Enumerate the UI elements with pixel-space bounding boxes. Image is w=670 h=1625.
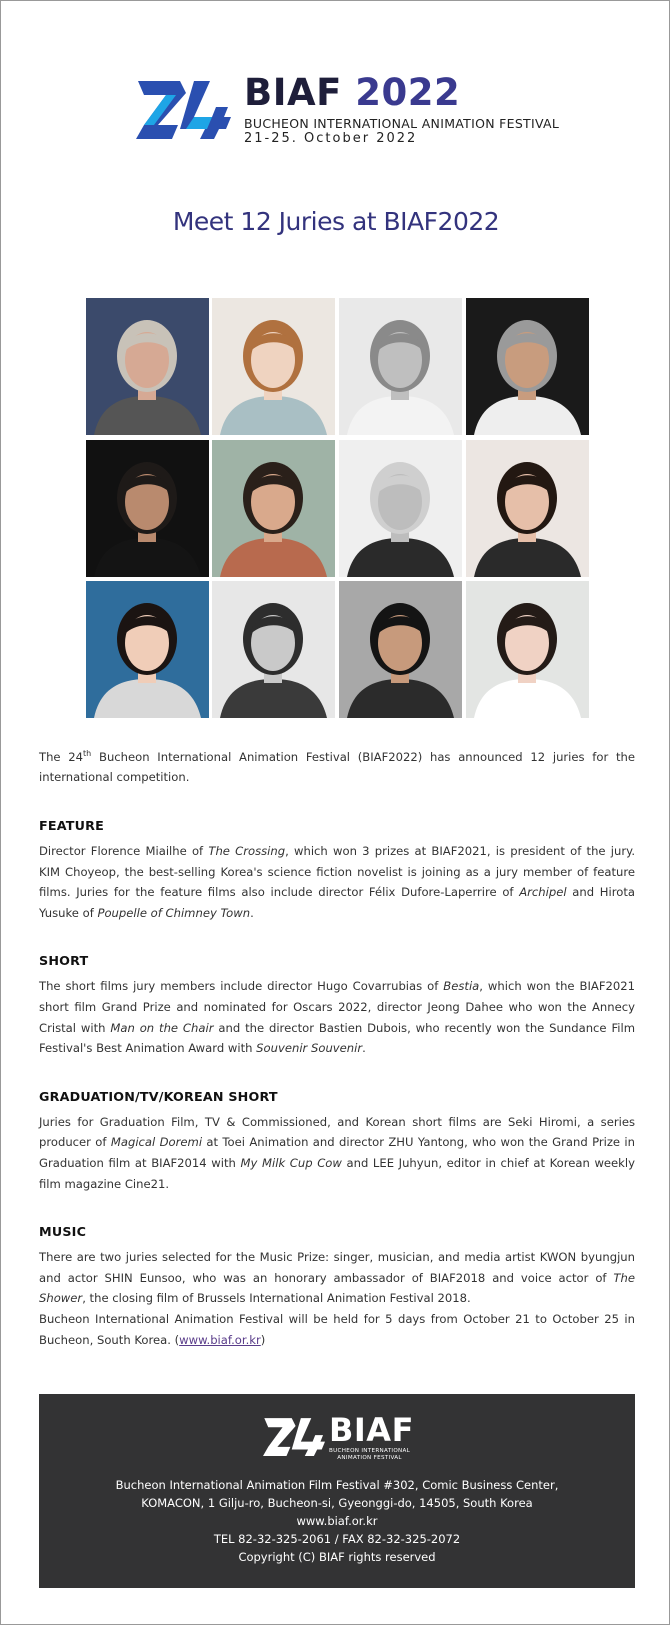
footer-brand-sub-line1: BUCHEON INTERNATIONAL	[329, 1448, 411, 1454]
festival-dates: 21-25. October 2022	[244, 131, 418, 146]
graduation-paragraph	[39, 1112, 635, 1194]
jury-portrait-photo	[86, 581, 209, 718]
film-title: Poupelle of Chimney Town	[97, 905, 251, 920]
footer-address-line2: KOMACON, 1 Gilju-ro, Bucheon-si, Gyeonggi-do, 14505, South Korea	[141, 1496, 533, 1510]
footer-brand-sub-line2: ANIMATION FESTIVAL	[337, 1455, 402, 1461]
jury-portrait-photo	[86, 440, 209, 577]
jury-portrait-photo	[466, 298, 589, 435]
footer-phone-fax: TEL 82-32-325-2061 / FAX 82-32-325-2072	[213, 1532, 461, 1546]
film-title: Souvenir Souvenir	[256, 1041, 363, 1056]
jury-portrait-photo	[339, 581, 462, 718]
festival-name: BUCHEON INTERNATIONAL ANIMATION FESTIVAL	[244, 116, 560, 131]
brand-title	[244, 71, 460, 115]
section-heading-music: MUSIC	[39, 1224, 87, 1240]
article-body	[39, 744, 635, 1350]
music-paragraph	[39, 1247, 635, 1309]
graduation-text: at Toei Animation and director ZHU Yantong, who won the Grand Prize in Graduation film at BIAF2014 with	[39, 1135, 635, 1170]
footer	[39, 1394, 635, 1588]
feature-paragraph	[39, 841, 635, 923]
feature-text: Director Florence Miailhe of	[39, 844, 209, 859]
film-title: The Shower	[39, 1270, 635, 1306]
feature-text: and Hirota Yusuke of	[39, 885, 635, 920]
intro-text-rest: Bucheon International Animation Festival (BIAF2022) has announced 12 juries for the international competition.	[39, 749, 635, 785]
film-title: Man on the Chair	[110, 1020, 214, 1035]
jury-photo-grid	[86, 298, 588, 718]
closing-text-end: )	[260, 1332, 266, 1347]
footer-logo[interactable]	[263, 1411, 414, 1464]
website-link[interactable]: www.biaf.or.kr	[179, 1332, 261, 1347]
music-text: There are two juries selected for the Music Prize: singer, musician, and media artist KWON byungjun and actor SHIN Eunsoo, who was an honorary ambassador of BIAF2018 and voice actor of	[39, 1250, 635, 1285]
short-text: The short films jury members include director Hugo Covarrubias of	[39, 979, 444, 994]
jury-portrait-photo	[466, 581, 589, 718]
short-paragraph	[39, 976, 635, 1058]
jury-portrait-photo	[339, 440, 462, 577]
footer-copyright: Copyright (C) BIAF rights reserved	[238, 1550, 436, 1564]
footer-website[interactable]: www.biaf.or.kr	[296, 1514, 378, 1528]
feature-text: .	[250, 905, 254, 920]
footer-address-line1: Bucheon International Animation Film Festival #302, Comic Business Center,	[115, 1478, 559, 1492]
biaf-24-logo-mark-white	[263, 1416, 325, 1462]
graduation-text: and LEE Juhyun, editor in chief at Korean weekly film magazine Cine21.	[39, 1155, 635, 1191]
biaf-logo[interactable]	[136, 71, 560, 148]
jury-portrait-photo	[86, 298, 209, 435]
jury-portrait-photo	[466, 440, 589, 577]
jury-portrait-photo	[339, 298, 462, 435]
footer-contact	[39, 1476, 635, 1566]
intro-text: The 24	[39, 749, 84, 764]
section-heading-graduation: GRADUATION/TV/KOREAN SHORT	[39, 1088, 278, 1104]
short-text: and the director Bastien Dubois, who recently won the Sundance Film Festival's Best Animation Award with	[39, 1020, 636, 1056]
film-title: Archipel	[519, 885, 567, 900]
jury-portrait-photo	[212, 298, 335, 435]
jury-portrait-photo	[212, 581, 335, 718]
section-heading-feature: FEATURE	[39, 818, 104, 834]
closing-paragraph	[39, 1309, 635, 1350]
intro-superscript: th	[83, 749, 92, 758]
brand-year: 2022	[355, 71, 461, 114]
music-text: , the closing film of Brussels International Animation Festival 2018.	[82, 1291, 471, 1306]
brand-name: BIAF	[244, 71, 342, 114]
short-text: .	[362, 1041, 366, 1056]
film-title: My Milk Cup Cow	[240, 1155, 342, 1170]
film-title: Magical Doremi	[110, 1135, 203, 1150]
footer-brand-sub	[329, 1448, 410, 1462]
feature-text: , which won 3 prizes at BIAF2021, is president of the jury. KIM Choyeop, the best-selling Korea's science fiction novelist is joining as a jury member of feature films. Juries for the feature films also include director Félix Dufore-Laperrire of	[39, 844, 636, 900]
footer-brand-name: BIAF	[329, 1411, 414, 1449]
intro-paragraph	[39, 744, 635, 788]
film-title: The Crossing	[208, 844, 286, 859]
graduation-text: Juries for Graduation Film, TV & Commissioned, and Korean short films are Seki Hiromi, a series producer of	[39, 1114, 635, 1150]
short-text: , which won the BIAF2021 short film Grand Prize and nominated for Oscars 2022, director Jeong Dahee who won the Annecy Cristal with	[39, 979, 635, 1035]
headline: Meet 12 Juries at BIAF2022	[172, 207, 500, 236]
film-title: Bestia	[443, 979, 480, 994]
closing-text: Bucheon International Animation Festival will be held for 5 days from October 21 to October 25 in Bucheon, South Korea. (	[39, 1311, 635, 1347]
jury-portrait-photo	[212, 440, 335, 577]
biaf-24-logo-mark	[136, 79, 231, 147]
section-heading-short: SHORT	[39, 953, 89, 969]
